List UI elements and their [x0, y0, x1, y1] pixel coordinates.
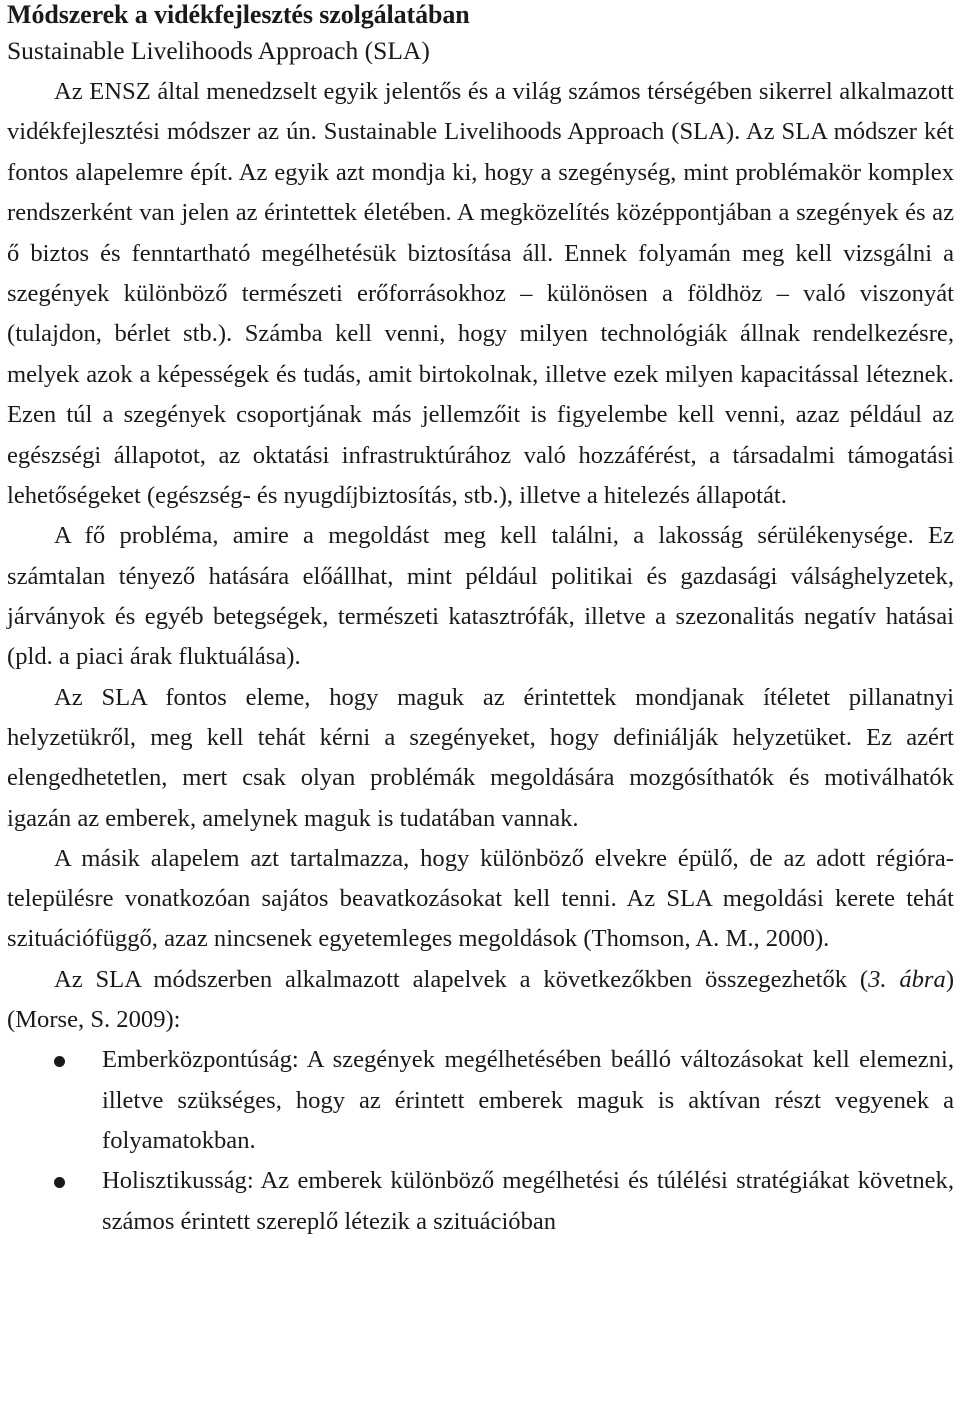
list-item-text: Emberközpontúság: A szegények megélhetésében beálló változásokat kell elemezni, illetve szükséges, hogy az érintett emberek maguk is aktívan részt vegyenek a folyamatokban.	[102, 1046, 954, 1154]
figure-reference: 3. ábra	[868, 965, 946, 993]
paragraph-sla-intro: Az ENSZ által menedzselt egyik jelentős és a világ számos térségében sikerrel alkalmazott vidékfejlesztési módszer az ún. Sustainable Livelihoods Approach (SLA). Az SLA módszer két fontos alapelemre épít. Az egyik azt mondja ki, hogy a szegénység, mint problémakör komplex rendszerként van jelen az érintettek életében. A megközelítés középpontjában a szegények és az ő biztos és fenntartható megélhetésük biztosítása áll. Ennek folyamán meg kell vizsgálni a szegények különböző természeti erőforrásokhoz – különösen a földhöz – való viszonyát (tulajdon, bérlet stb.). Számba kell venni, hogy milyen technológiák állnak rendelkezésre, melyek azok a képességek és tudás, amit birtokolnak, illetve ezek milyen kapacitással léteznek. Ezen túl a szegények csoportjának más jellemzőit is figyelembe kell venni, azaz például az egészségi állapotot, az oktatási infrastruktúrához való hozzáférést, a társadalmi támogatási lehetőségeket (egészség- és nyugdíjbiztosítás, stb.), illetve a hitelezés állapotát.	[7, 78, 954, 510]
list-item	[7, 1040, 954, 1161]
paragraph-vulnerability: A fő probléma, amire a megoldást meg kell találni, a lakosság sérülékenysége. Ez számtalan tényező hatására előállhat, mint például politikai és gazdasági válsághelyzetek, járványok és egyéb betegségek, természeti katasztrófák, illetve a szezonalitás negatív hatásai (pld. a piaci árak fluktuálása).	[7, 522, 954, 671]
list-item-text: Holisztikusság: Az emberek különböző megélhetési és túlélési stratégiákat követnek, számos érintett szereplő létezik a szituációban	[102, 1167, 954, 1235]
principles-list	[7, 1040, 954, 1241]
list-item	[7, 1161, 954, 1242]
summary-text-before: Az SLA módszerben alkalmazott alapelvek a következőkben összegezhetők (	[54, 965, 869, 993]
document-page	[7, 0, 954, 1242]
paragraph-self-assessment: Az SLA fontos eleme, hogy maguk az érintettek mondjanak ítéletet pillanatnyi helyzetükről, meg kell tehát kérni a szegényeket, hogy definiálják helyzetüket. Ez azért elengedhetetlen, mert csak olyan problémák megoldására mozgósíthatók és motiválhatók igazán az emberek, amelynek maguk is tudatában vannak.	[7, 683, 954, 832]
document-subtitle: Sustainable Livelihoods Approach (SLA)	[7, 36, 430, 65]
summary-text-after: ) (Morse, S. 2009):	[7, 965, 955, 1034]
bullet-icon	[54, 1056, 65, 1067]
paragraph-second-principle: A másik alapelem azt tartalmazza, hogy különböző elvekre épülő, de az adott régióra-településre vonatkozóan sajátos beavatkozásokat kell tenni. Az SLA megoldási kerete tehát szituációfüggő, azaz nincsenek egyetemleges megoldások (Thomson, A. M., 2000).	[7, 844, 954, 953]
paragraph-summary	[7, 960, 954, 1041]
bullet-icon	[54, 1177, 65, 1188]
document-title: Módszerek a vidékfejlesztés szolgálatában	[7, 0, 470, 29]
